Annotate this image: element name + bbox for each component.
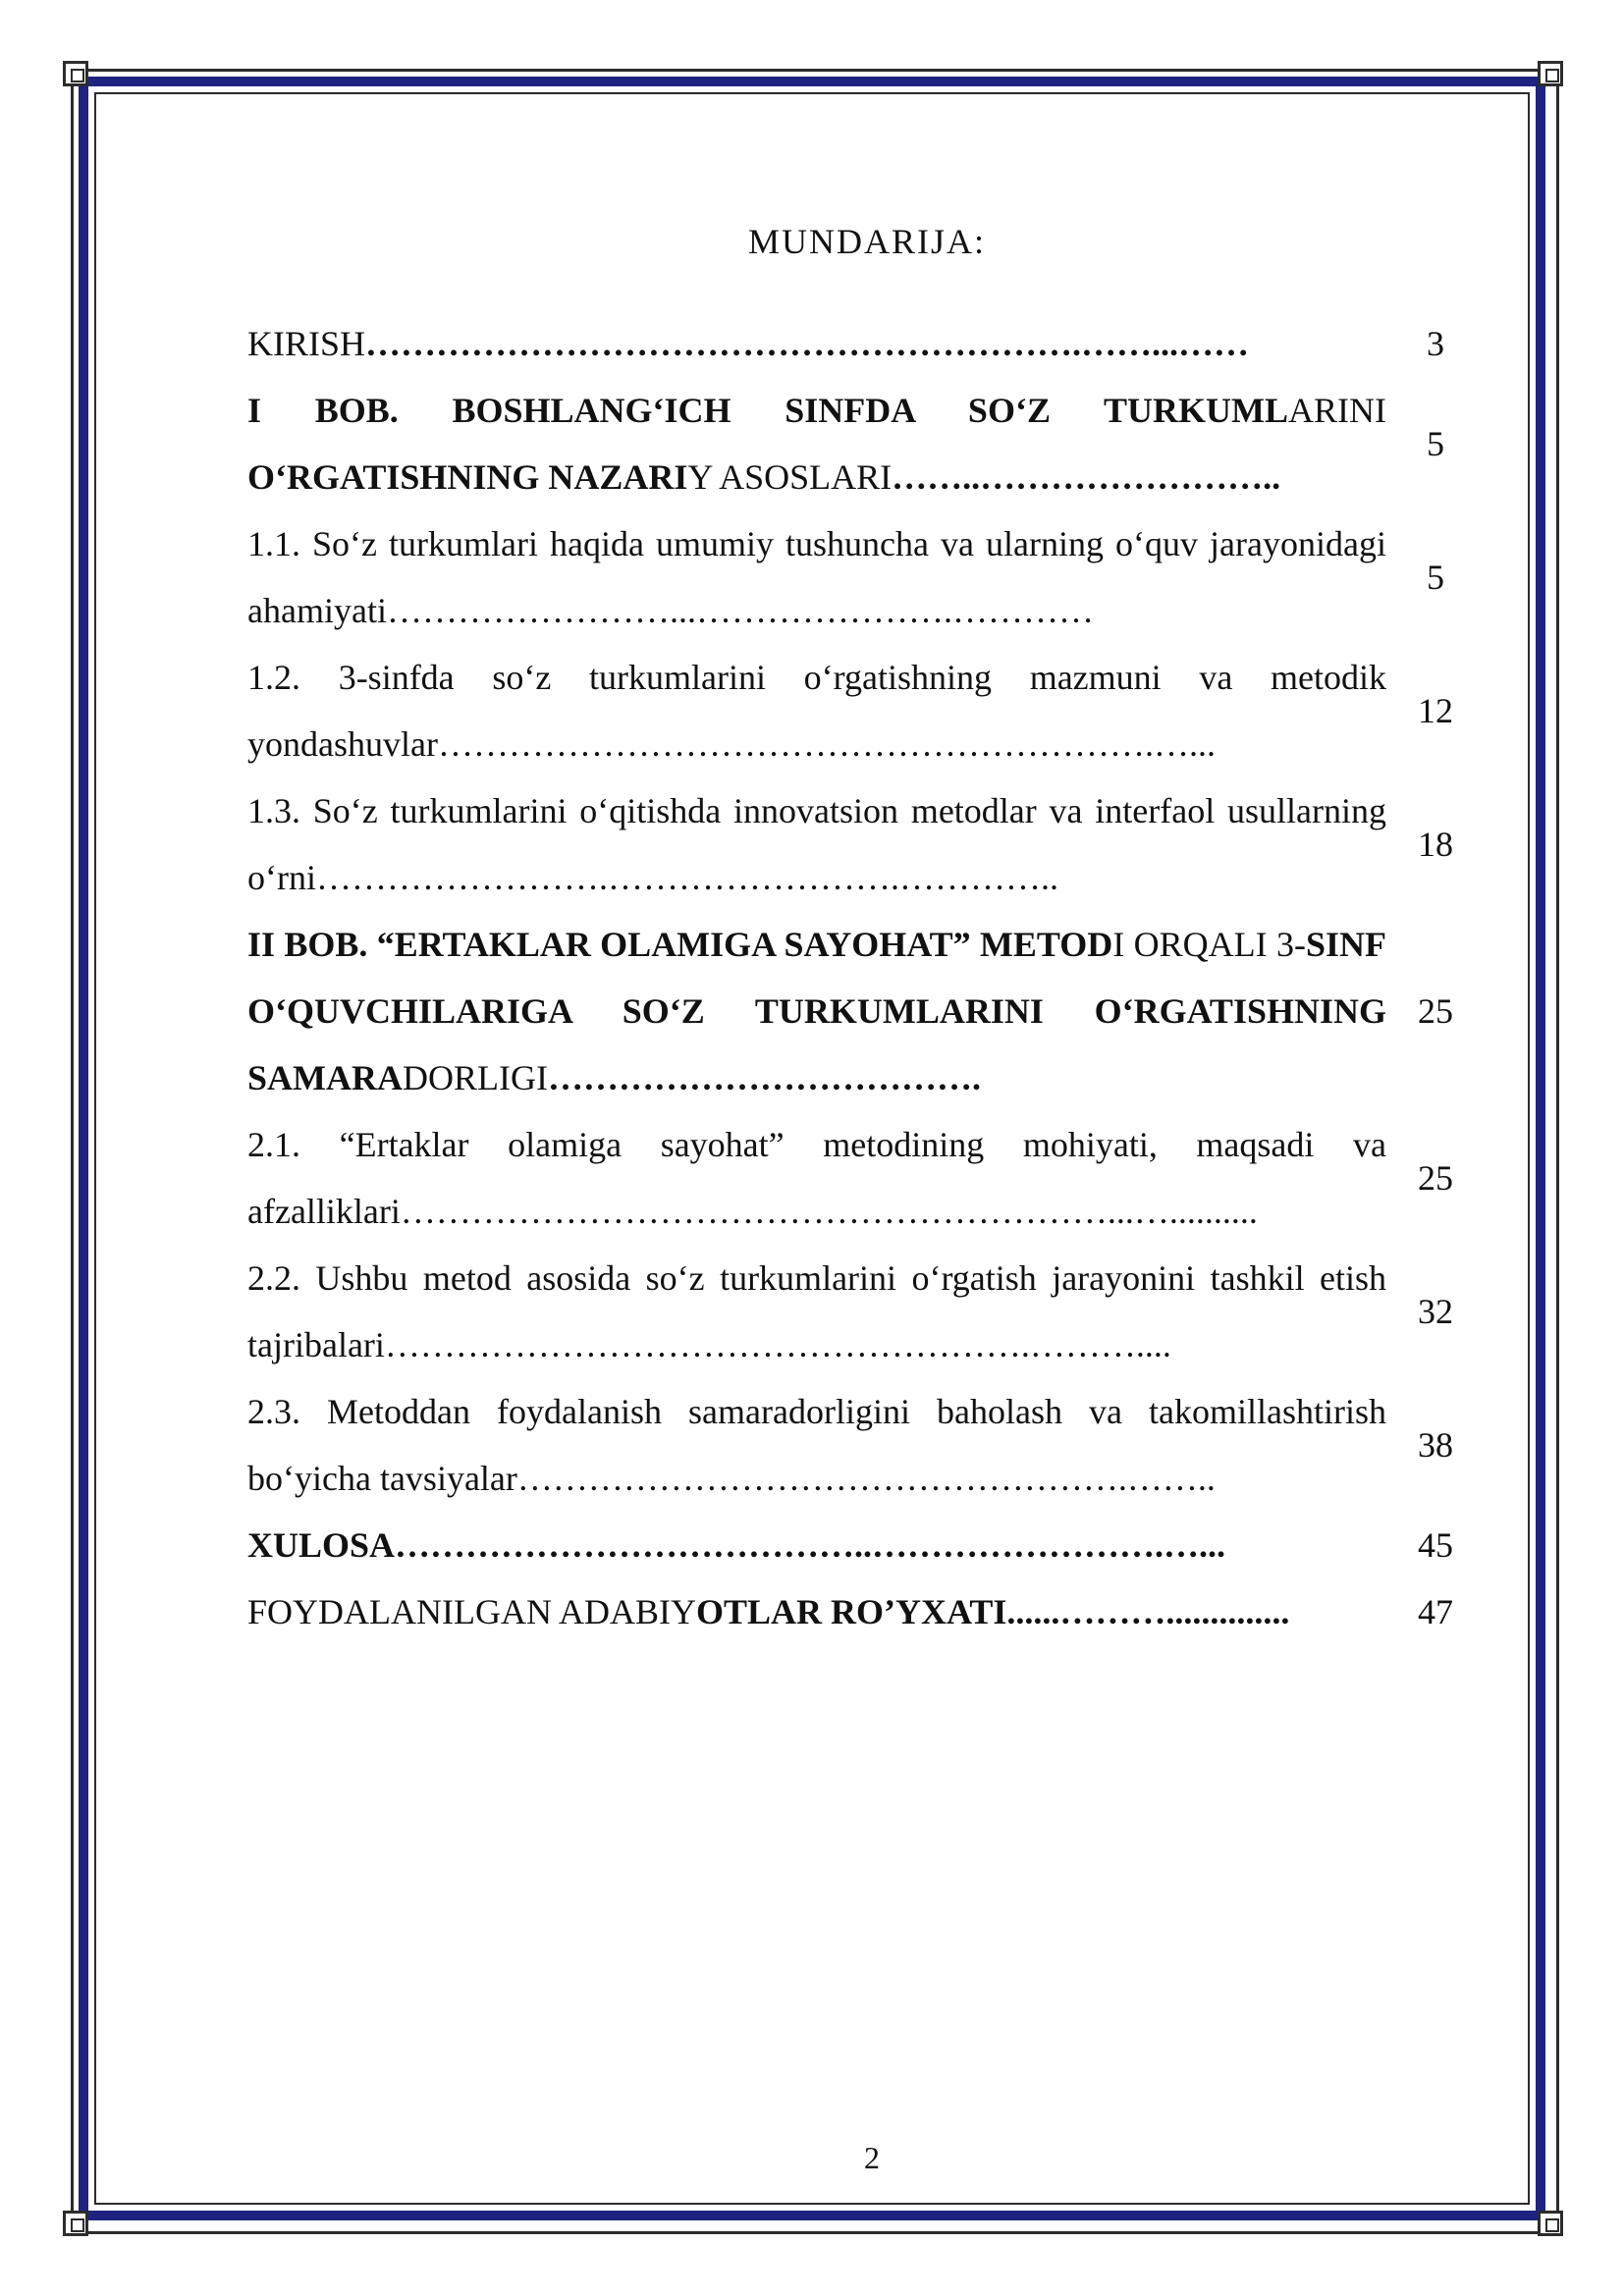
toc-page-number: 25 [1418,1158,1453,1198]
page-number: 2 [864,2140,880,2175]
toc-entry-references[interactable] [247,1578,1485,1645]
toc-entry-text: XULOSA…………………………………..…………………….…... [247,1525,1226,1565]
toc-entry-section-1-2[interactable] [247,644,1485,777]
toc-page-number: 18 [1418,825,1453,864]
toc-entry-section-2-3[interactable] [247,1378,1485,1512]
toc-entry-text: 1.2. 3-sinfda so‘z turkumlarini o‘rgatishning mazmuni va metodik yondashuvlar…………………………………………………….…... [247,658,1386,764]
toc-entry-text: 1.3. So‘z turkumlarini o‘qitishda innovatsion metodlar va interfaol usullarning o‘rni…………………….…………………….………….. [247,791,1386,897]
toc-page-number: 25 [1418,991,1453,1031]
toc-entry-text: KIRISH…………………………………………………….……...…… [247,324,1250,363]
toc-page-number: 45 [1418,1525,1453,1565]
toc-entry-section-1-3[interactable] [247,777,1485,911]
toc-entry-text: FOYDALANILGAN ADABIYOTLAR RO’YXATI......……….............. [247,1592,1290,1631]
toc-heading: MUNDARIJA: [747,222,986,261]
toc-page-number: 32 [1418,1292,1453,1331]
toc-entry-text: I BOB. BOSHLANG‘ICH SINFDA SO‘Z TURKUMLARINI O‘RGATISHNING NAZARIY ASOSLARI……..…………………….. [247,391,1386,497]
toc-page-number: 5 [1427,558,1444,597]
frame-corner-ornament [1538,61,1563,86]
toc-entry-text: II BOB. “ERTAKLAR OLAMIGA SAYOHAT” METODI ORQALI 3-SINF O‘QUVCHILARIGA SO‘Z TURKUMLARINI O‘RGATISHNING SAMARADORLIGI………………………………. [247,925,1387,1097]
toc-entry-text: 2.2. Ushbu metod asosida so‘z turkumlarini o‘rgatish jarayonini tashkil etish tajribalari……………………………………………….……….... [247,1258,1386,1364]
toc-entry-text: 2.1. “Ertaklar olamiga sayohat” metodining mohiyati, maqsadi va afzalliklari……………………………………………………...….......... [247,1125,1386,1231]
toc-page-number: 3 [1427,324,1444,363]
frame-corner-ornament [63,61,88,86]
toc-entry-introduction[interactable] [247,310,1485,377]
toc-page-number: 47 [1418,1592,1453,1631]
toc-entry-section-2-1[interactable] [247,1111,1485,1245]
toc-entry-text: 2.3. Metoddan foydalanish samaradorligini baholash va takomillashtirish bo‘yicha tavsiyalar…………………………………………….…….. [247,1392,1386,1498]
toc-entry-section-1-1[interactable] [247,510,1485,644]
toc-entry-conclusion[interactable] [247,1512,1485,1578]
toc-page-number: 5 [1427,424,1444,463]
toc-entry-text: 1.1. So‘z turkumlari haqida umumiy tushuncha va ularning o‘quv jarayonidagi ahamiyati……………………...………………….………… [247,524,1386,630]
frame-corner-ornament [63,2211,88,2236]
toc-entry-section-2-2[interactable] [247,1245,1485,1378]
frame-corner-ornament [1538,2211,1563,2236]
toc-entry-chapter-1[interactable] [247,377,1485,510]
table-of-contents [247,310,1485,1645]
toc-page-number: 12 [1418,691,1453,730]
toc-entry-chapter-2[interactable] [247,911,1485,1111]
toc-page-number: 38 [1418,1425,1453,1465]
